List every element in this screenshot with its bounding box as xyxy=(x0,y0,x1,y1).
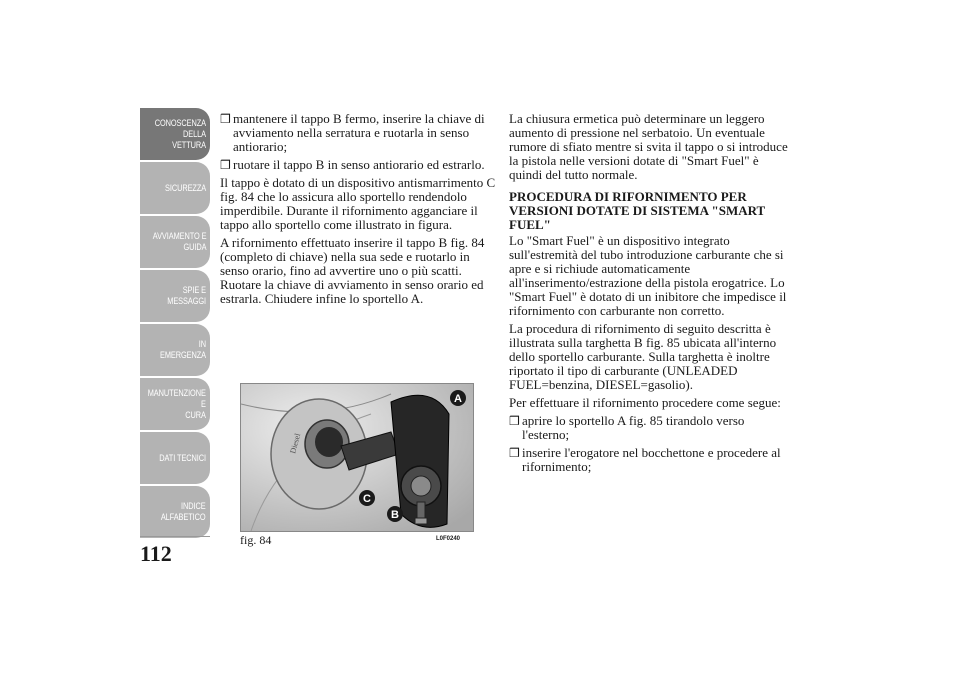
tab-indice[interactable] xyxy=(140,486,210,538)
figure-code: L0F0240 xyxy=(436,536,461,542)
tab-manutenzione[interactable] xyxy=(140,378,210,430)
checkbox-bullet-icon: ❒ xyxy=(220,158,231,172)
paragraph: La procedura di rifornimento di seguito descritta è illustrata sulla targhetta B fig. 85 ubicata all'interno dello sportello carburante. Sulla targhetta è inoltre riportato il tipo di carburante (UNLEADED FUEL=benzina, DIESEL=gasolio). xyxy=(509,321,777,392)
tab-label: CONOSCENZA DELLA VETTURA xyxy=(154,117,206,150)
tab-emergenza[interactable] xyxy=(140,324,210,376)
paragraph: Il tappo è dotato di un dispositivo antismarrimento C fig. 84 che lo assicura allo sportello rendendolo imperdibile. Durante il rifornimento agganciare il tappo allo sportello come illustrato in figura. xyxy=(220,175,496,232)
text-column-left xyxy=(220,112,496,310)
paragraph: Per effettuare il rifornimento procedere come segue: xyxy=(509,395,781,410)
paragraph: A rifornimento effettuato inserire il tappo B fig. 84 (completo di chiave) nella sua sede e ruotarlo in senso orario, fino ad avvertire uno o più scatti. Ruotare la chiave di avviamento in senso orario ed estrarla. Chiudere infine lo sportello A. xyxy=(220,235,485,306)
tab-label: INDICE ALFABETICO xyxy=(161,501,206,522)
list-item xyxy=(509,414,789,442)
paragraph: Lo "Smart Fuel" è un dispositivo integrato sull'estremità del tubo introduzione carburante che si apre e si richiude automaticamente all'inserimento/estrazione della pistola erogatrice. Lo "Smart Fuel" è dotato di un inibitore che impedisce il rifornimento con carburante non corretto. xyxy=(509,233,787,318)
checkbox-bullet-icon: ❒ xyxy=(220,112,231,126)
tab-label: AVVIAMENTO E GUIDA xyxy=(152,231,206,252)
label-b: B xyxy=(391,509,399,521)
list-item xyxy=(509,446,789,474)
label-c: C xyxy=(363,493,371,505)
checkbox-bullet-icon: ❒ xyxy=(509,446,520,460)
tab-avviamento[interactable] xyxy=(140,216,210,268)
list-item-text: inserire l'erogatore nel bocchettone e procedere al rifornimento; xyxy=(522,445,781,474)
list-item-text: mantenere il tappo B fermo, inserire la chiave di avviamento nella serratura e ruotarla in senso antiorario; xyxy=(233,111,485,154)
list-item xyxy=(220,158,496,172)
label-a: A xyxy=(454,393,462,405)
tab-conoscenza[interactable] xyxy=(140,108,210,160)
tab-label: MANUTENZIONE E CURA xyxy=(147,387,206,420)
fuel-cap-figure xyxy=(240,383,474,532)
list-item-text: aprire lo sportello A fig. 85 tirandolo verso l'esterno; xyxy=(522,413,745,442)
text-column-right xyxy=(509,112,789,478)
tab-sicurezza[interactable] xyxy=(140,162,210,214)
fuel-cap-illustration xyxy=(241,384,473,531)
tab-label: IN EMERGENZA xyxy=(159,339,206,360)
tab-spie[interactable] xyxy=(140,270,210,322)
tab-label: SPIE E MESSAGGI xyxy=(167,285,206,306)
page-number: 112 xyxy=(140,541,172,566)
tab-label: SICUREZZA xyxy=(164,182,206,193)
diesel-label: Diesel xyxy=(288,432,303,455)
paragraph: La chiusura ermetica può determinare un leggero aumento di pressione nel serbatoio. Un eventuale rumore di sfiato mentre si svita il tappo o si introduce la pistola nelle versioni dotate di "Smart Fuel" è quindi del tutto normale. xyxy=(509,111,788,182)
tab-dati-tecnici[interactable] xyxy=(140,432,210,484)
section-heading: PROCEDURA DI RIFORNIMENTO PER VERSIONI DOTATE DI SISTEMA "SMART FUEL" xyxy=(509,189,765,232)
page-number-rule xyxy=(140,536,210,537)
list-item xyxy=(220,112,496,154)
list-item-text: ruotare il tappo B in senso antiorario ed estrarlo. xyxy=(233,157,485,172)
checkbox-bullet-icon: ❒ xyxy=(509,414,520,428)
chapter-tabs xyxy=(140,108,210,540)
tab-label: DATI TECNICI xyxy=(159,452,206,463)
figure-caption: fig. 84 xyxy=(240,533,272,547)
